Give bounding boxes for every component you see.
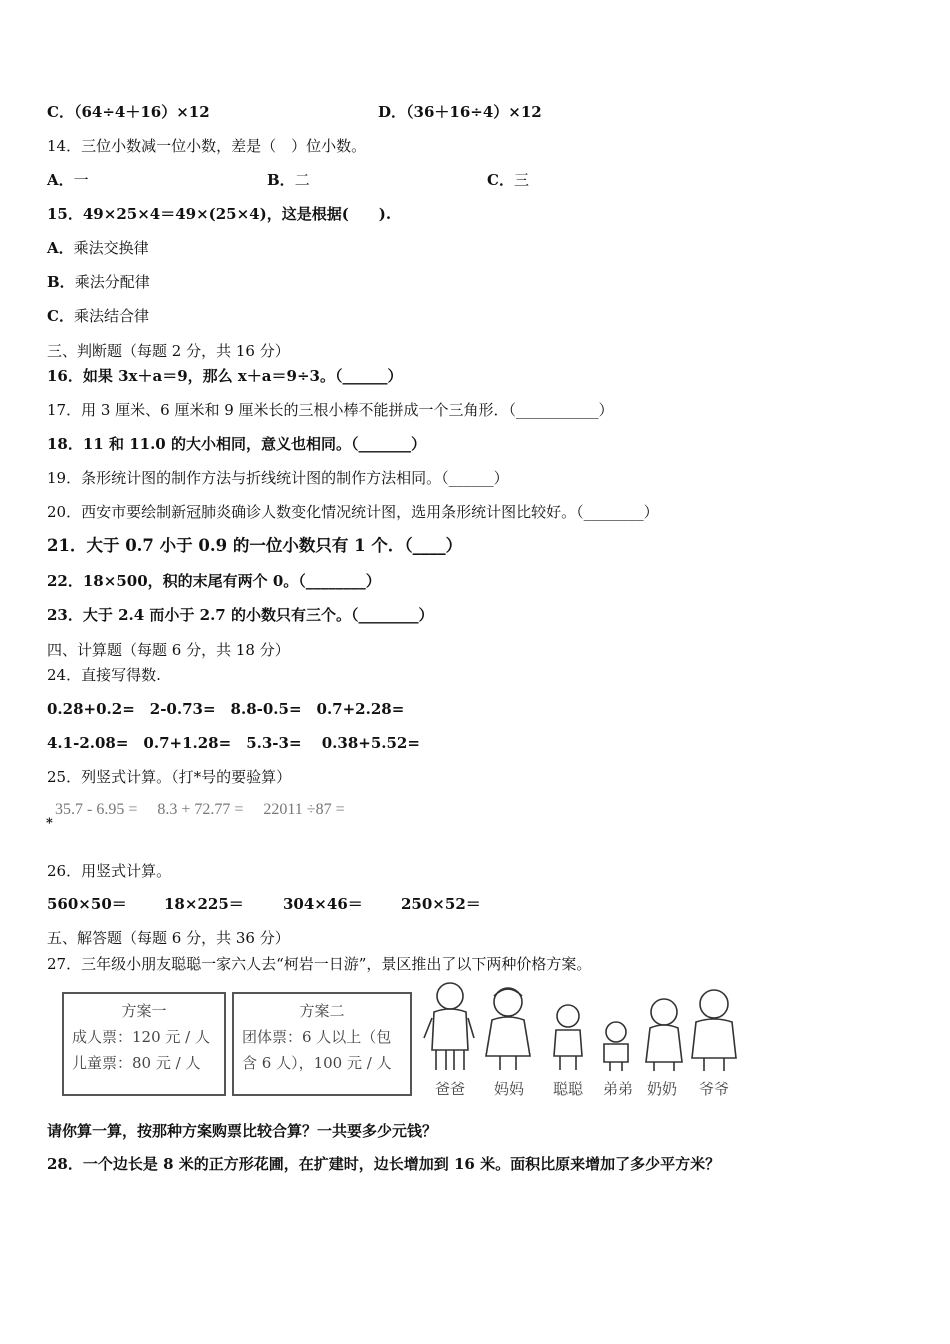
q14-option-c[interactable]	[487, 170, 529, 190]
option-label: C．	[487, 171, 514, 189]
option-label: B．	[47, 273, 75, 291]
q28-stem: 28．一个边长是 8 米的正方形花圃，在扩建时，边长增加到 16 米。面积比原来增加了多少平方米？	[47, 1155, 721, 1173]
label-grandma: 奶奶	[646, 1080, 677, 1098]
q15-option-a[interactable]	[47, 238, 149, 258]
plan-1-title: 方案一	[121, 1002, 167, 1020]
q25-expressions: 35.7 - 6.95 = 8.3 + 72.77 = 22011 ÷87 =	[55, 801, 345, 818]
dad-figure	[424, 983, 474, 1070]
q13-option-c[interactable]	[47, 102, 210, 122]
plan-1-line-2: 儿童票：80 元 / 人	[72, 1054, 201, 1072]
label-dad: 爸爸	[434, 1080, 465, 1098]
plan-1-box	[62, 992, 226, 1096]
label-grandpa: 爷爷	[698, 1080, 729, 1098]
q15-stem: 15．49×25×4＝49×(25×4)，这是根据( ).	[47, 205, 392, 223]
q14-option-a[interactable]	[47, 170, 89, 190]
q14-option-b[interactable]	[267, 170, 310, 190]
option-label: D．	[378, 103, 407, 121]
q18: 18．11 和 11.0 的大小相同，意义也相同。（_______）	[47, 435, 426, 453]
option-text: 一	[73, 171, 89, 189]
option-text: （36＋16÷4）×12	[406, 103, 542, 121]
q21: 21．大于 0.7 小于 0.9 的一位小数只有 1 个．（____）	[47, 536, 463, 555]
q19: 19．条形统计图的制作方法与折线统计图的制作方法相同。（______）	[47, 469, 509, 487]
plan-2-box	[232, 992, 412, 1096]
q26-expr-4: 250×52＝	[401, 895, 481, 913]
q26-expr-1: 560×50＝	[47, 895, 127, 913]
option-text: （64÷4＋16）×12	[73, 103, 210, 121]
option-text: 乘法分配律	[74, 273, 150, 291]
q27-question: 请你算一算，按那种方案购票比较合算？一共要多少元钱？	[47, 1122, 438, 1140]
q23: 23．大于 2.4 而小于 2.7 的小数只有三个。（________）	[47, 606, 434, 624]
q15-option-b[interactable]	[47, 272, 150, 292]
option-label: A．	[47, 239, 74, 257]
q16: 16．如果 3x＋a＝9，那么 x＋a＝9÷3。（______）	[47, 367, 403, 385]
q20: 20．西安市要绘制新冠肺炎确诊人数变化情况统计图，选用条形统计图比较好。（________）	[47, 503, 659, 521]
q24-stem: 24．直接写得数.	[47, 666, 161, 684]
son-figure	[554, 1005, 582, 1070]
plan-2-line-1: 团体票：6 人以上（包	[242, 1028, 392, 1046]
option-text: 三	[513, 171, 529, 189]
plan-2-line-2: 含 6 人），100 元 / 人	[242, 1054, 392, 1072]
option-text: 乘法交换律	[73, 239, 149, 257]
q17: 17．用 3 厘米、6 厘米和 9 厘米长的三根小棒不能拼成一个三角形．（___________）	[47, 401, 614, 419]
label-brother: 弟弟	[602, 1080, 633, 1098]
q15-option-c[interactable]	[47, 306, 149, 326]
option-text: 乘法结合律	[73, 307, 149, 325]
label-son: 聪聪	[552, 1080, 583, 1098]
q25-star: *	[46, 816, 53, 831]
q24-row-1: 0.28+0.2= 2-0.73= 8.8-0.5= 0.7+2.28=	[47, 700, 405, 718]
grandma-figure	[646, 999, 682, 1071]
q14-stem: 14．三位小数减一位小数，差是（ ）位小数。	[47, 137, 367, 155]
q24-row-2: 4.1-2.08= 0.7+1.28= 5.3-3= 0.38+5.52=	[47, 734, 420, 752]
option-label: C．	[47, 307, 74, 325]
mom-figure	[486, 988, 530, 1070]
section-3-title: 三、判断题（每题 2 分，共 16 分）	[47, 342, 290, 360]
brother-figure	[604, 1022, 628, 1071]
q27-stem: 27．三年级小朋友聪聪一家六人去“柯岩一日游”，景区推出了以下两种价格方案。	[47, 955, 592, 973]
q13-option-d[interactable]	[378, 102, 542, 122]
q26-expr-3: 304×46＝	[283, 895, 363, 913]
grandpa-figure	[692, 990, 736, 1071]
q22: 22．18×500，积的末尾有两个 0。（________）	[47, 572, 381, 590]
family-illustration	[420, 978, 750, 1076]
option-label: C．	[47, 103, 74, 121]
section-5-title: 五、解答题（每题 6 分，共 36 分）	[47, 929, 290, 947]
option-label: A．	[47, 171, 74, 189]
label-mom: 妈妈	[493, 1080, 524, 1098]
q25-stem: 25．列竖式计算。（打*号的要验算）	[47, 768, 292, 786]
plan-1-line-1: 成人票：120 元 / 人	[72, 1028, 210, 1046]
q26-stem: 26．用竖式计算。	[47, 862, 172, 880]
option-text: 二	[294, 171, 310, 189]
q26-expr-2: 18×225＝	[164, 895, 244, 913]
option-label: B．	[267, 171, 295, 189]
plan-2-title: 方案二	[299, 1002, 345, 1020]
section-4-title: 四、计算题（每题 6 分，共 18 分）	[47, 641, 290, 659]
